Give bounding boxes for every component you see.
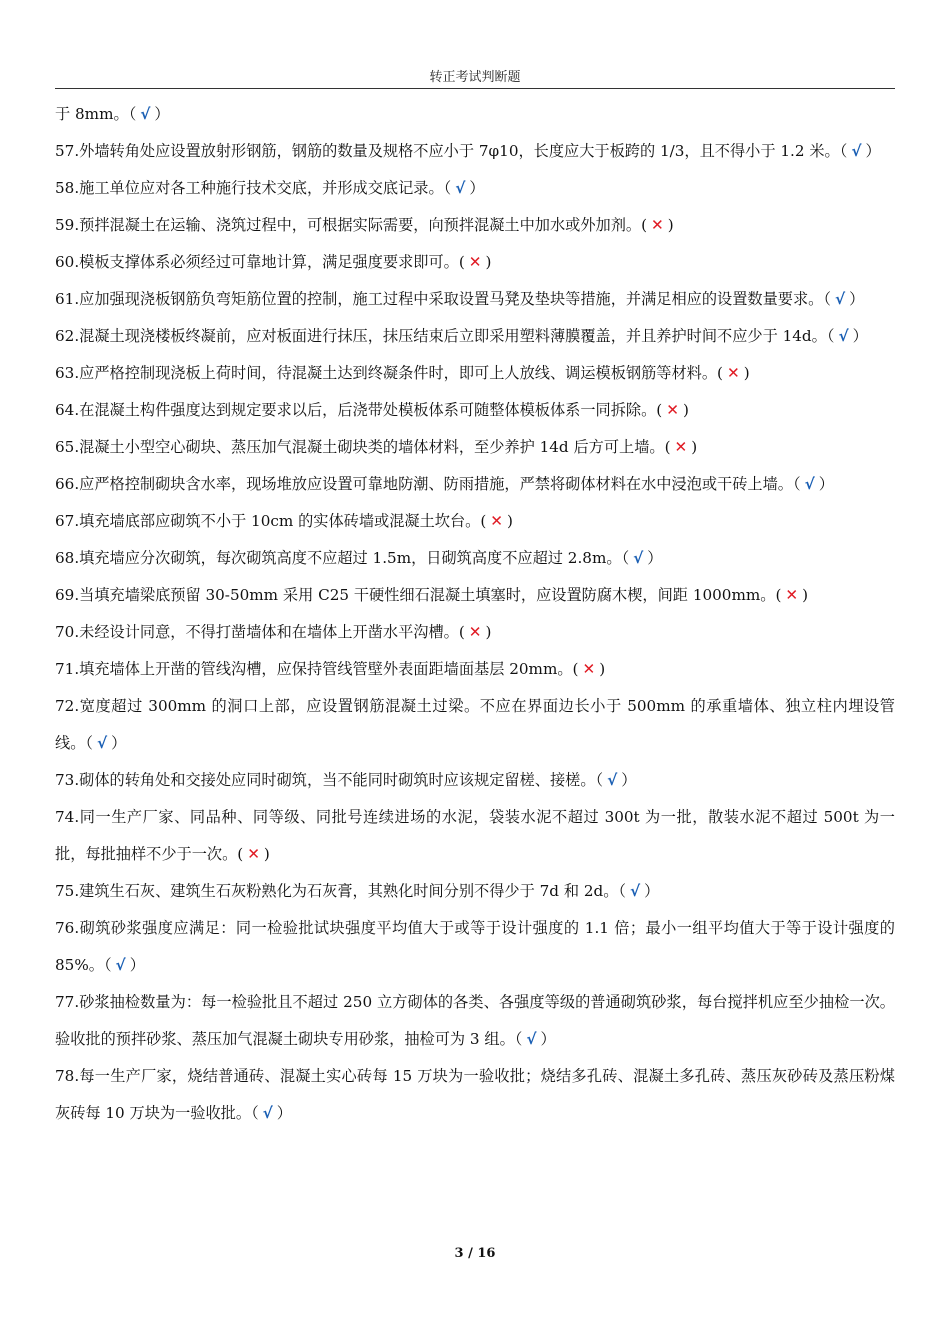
check-mark-icon: √ bbox=[838, 327, 849, 345]
question-item bbox=[55, 577, 895, 614]
question-item bbox=[55, 651, 895, 688]
cross-mark-icon: ✕ bbox=[726, 364, 740, 382]
answer-close-paren: ) bbox=[507, 512, 513, 530]
question-text: 72.宽度超过 300mm 的洞口上部，应设置钢筋混凝土过梁。不应在界面边长小于 500mm 的承重墙体、独立柱内埋设管线。（ bbox=[55, 697, 895, 752]
page-header-title: 转正考试判断题 bbox=[429, 70, 521, 85]
question-text: 61.应加强现浇板钢筋负弯矩筋位置的控制，施工过程中采取设置马凳及垫块等措施，并满足相应的设置数量要求。（ bbox=[55, 290, 831, 308]
question-item bbox=[55, 318, 895, 355]
cross-mark-icon: ✕ bbox=[666, 401, 679, 419]
answer-close-paren: ) bbox=[263, 845, 270, 863]
answer-close-paren: ) bbox=[691, 438, 698, 456]
cross-mark-icon: ✕ bbox=[651, 216, 664, 234]
answer-close-paren: ） bbox=[849, 290, 865, 308]
question-text: 76.砌筑砂浆强度应满足：同一检验批试块强度平均值大于或等于设计强度的 1.1 倍；最小一组平均值大于等于设计强度的 85%。（ bbox=[55, 919, 895, 974]
question-item bbox=[55, 170, 895, 207]
cross-mark-icon: ✕ bbox=[468, 253, 482, 271]
question-text: 63.应严格控制现浇板上荷时间，待混凝土达到终凝条件时，即可上人放线、调运模板钢筋等材料。( bbox=[55, 364, 723, 382]
question-text: 62.混凝土现浇楼板终凝前，应对板面进行抹压，抹压结束后立即采用塑料薄膜覆盖，并且养护时间不应少于 14d。（ bbox=[55, 327, 835, 345]
question-text: 68.填充墙应分次砌筑，每次砌筑高度不应超过 1.5m，日砌筑高度不应超过 2.8m。（ bbox=[55, 549, 630, 567]
header-divider bbox=[55, 88, 895, 89]
question-text: 64.在混凝土构件强度达到规定要求以后，后浇带处模板体系可随整体模板体系一同拆除。( bbox=[55, 401, 663, 419]
question-text: 60.模板支撑体系必须经过可靠地计算，满足强度要求即可。( bbox=[55, 253, 465, 271]
answer-close-paren: ) bbox=[667, 216, 674, 234]
answer-close-paren: ） bbox=[276, 1104, 292, 1122]
question-text: 70.未经设计同意，不得打凿墙体和在墙体上开凿水平沟槽。( bbox=[55, 623, 465, 641]
page-number: 3 / 16 bbox=[454, 1246, 496, 1261]
question-item bbox=[55, 244, 895, 281]
answer-close-paren: ） bbox=[647, 549, 663, 567]
question-text: 77.砂浆抽检数量为：每一检验批且不超过 250 立方砌体的各类、各强度等级的普通砌筑砂浆，每台搅拌机应至少抽检一次。验收批的预拌砂浆、蒸压加气混凝土砌块专用砂浆，抽检可为 3 组。（ bbox=[55, 993, 895, 1048]
check-mark-icon: √ bbox=[455, 179, 466, 197]
answer-close-paren: ） bbox=[154, 105, 170, 123]
question-text: 74.同一生产厂家、同品种、同等级、同批号连续进场的水泥，袋装水泥不超过 300t 为一批，散装水泥不超过 500t 为一批，每批抽样不少于一次。( bbox=[55, 808, 895, 863]
check-mark-icon: √ bbox=[834, 290, 846, 308]
cross-mark-icon: ✕ bbox=[674, 438, 688, 456]
answer-close-paren: ） bbox=[621, 771, 637, 789]
document-body bbox=[55, 96, 895, 1132]
check-mark-icon: √ bbox=[607, 771, 618, 789]
question-text: 75.建筑生石灰、建筑生石灰粉熟化为石灰膏，其熟化时间分别不得少于 7d 和 2d。（ bbox=[55, 882, 626, 900]
question-text: 59.预拌混凝土在运输、浇筑过程中，可根据实际需要，向预拌混凝土中加水或外加剂。( bbox=[55, 216, 648, 234]
check-mark-icon: √ bbox=[851, 142, 862, 160]
check-mark-icon: √ bbox=[633, 549, 644, 567]
check-mark-icon: √ bbox=[262, 1104, 273, 1122]
answer-close-paren: ) bbox=[743, 364, 750, 382]
question-item bbox=[55, 503, 895, 540]
answer-close-paren: ) bbox=[485, 253, 492, 271]
check-mark-icon: √ bbox=[115, 956, 126, 974]
question-item bbox=[55, 688, 895, 762]
question-item bbox=[55, 762, 895, 799]
question-text: 66.应严格控制砌块含水率，现场堆放应设置可靠地防潮、防雨措施，严禁将砌体材料在水中浸泡或干砖上墙。（ bbox=[55, 475, 801, 493]
question-text: 于 8mm。（ bbox=[55, 105, 137, 123]
question-item bbox=[55, 1058, 895, 1132]
question-item bbox=[55, 466, 895, 503]
question-text: 78.每一生产厂家，烧结普通砖、混凝土实心砖每 15 万块为一验收批；烧结多孔砖、混凝土多孔砖、蒸压灰砂砖及蒸压粉煤灰砖每 10 万块为一验收批。（ bbox=[55, 1067, 895, 1122]
question-item bbox=[55, 910, 895, 984]
check-mark-icon: √ bbox=[526, 1030, 537, 1048]
question-item bbox=[55, 799, 895, 873]
question-text: 58.施工单位应对各工种施行技术交底，并形成交底记录。（ bbox=[55, 179, 452, 197]
answer-close-paren: ） bbox=[852, 327, 868, 345]
question-item bbox=[55, 96, 895, 133]
cross-mark-icon: ✕ bbox=[785, 586, 799, 604]
answer-close-paren: ） bbox=[540, 1030, 556, 1048]
cross-mark-icon: ✕ bbox=[247, 845, 260, 863]
answer-close-paren: ） bbox=[865, 142, 881, 160]
check-mark-icon: √ bbox=[140, 105, 151, 123]
question-item bbox=[55, 984, 895, 1058]
question-item bbox=[55, 392, 895, 429]
question-item bbox=[55, 355, 895, 392]
answer-close-paren: ） bbox=[129, 956, 145, 974]
answer-close-paren: ) bbox=[802, 586, 809, 604]
cross-mark-icon: ✕ bbox=[490, 512, 504, 530]
check-mark-icon: √ bbox=[804, 475, 815, 493]
answer-close-paren: ) bbox=[599, 660, 606, 678]
answer-close-paren: ） bbox=[818, 475, 834, 493]
answer-close-paren: ) bbox=[485, 623, 492, 641]
answer-close-paren: ） bbox=[111, 734, 127, 752]
question-item bbox=[55, 133, 895, 170]
question-item bbox=[55, 429, 895, 466]
question-text: 67.填充墙底部应砌筑不小于 10cm 的实体砖墙或混凝土坎台。( bbox=[55, 512, 487, 530]
question-item bbox=[55, 207, 895, 244]
question-text: 57.外墙转角处应设置放射形钢筋，钢筋的数量及规格不应小于 7φ10，长度应大于板跨的 1/3，且不得小于 1.2 米。（ bbox=[55, 142, 848, 160]
question-text: 69.当填充墙梁底预留 30-50mm 采用 C25 干硬性细石混凝土填塞时，应设置防腐木楔，间距 1000mm。( bbox=[55, 586, 782, 604]
question-text: 73.砌体的转角处和交接处应同时砌筑，当不能同时砌筑时应该规定留槎、接槎。（ bbox=[55, 771, 604, 789]
check-mark-icon: √ bbox=[96, 734, 108, 752]
answer-close-paren: ） bbox=[644, 882, 660, 900]
question-item bbox=[55, 540, 895, 577]
check-mark-icon: √ bbox=[630, 882, 641, 900]
question-item bbox=[55, 873, 895, 910]
question-text: 65.混凝土小型空心砌块、蒸压加气混凝土砌块类的墙体材料，至少养护 14d 后方可上墙。( bbox=[55, 438, 671, 456]
cross-mark-icon: ✕ bbox=[468, 623, 482, 641]
question-item bbox=[55, 614, 895, 651]
question-text: 71.填充墙体上开凿的管线沟槽，应保持管线管壁外表面距墙面基层 20mm。( bbox=[55, 660, 579, 678]
answer-close-paren: ） bbox=[469, 179, 485, 197]
cross-mark-icon: ✕ bbox=[582, 660, 596, 678]
question-item bbox=[55, 281, 895, 318]
answer-close-paren: ) bbox=[682, 401, 689, 419]
